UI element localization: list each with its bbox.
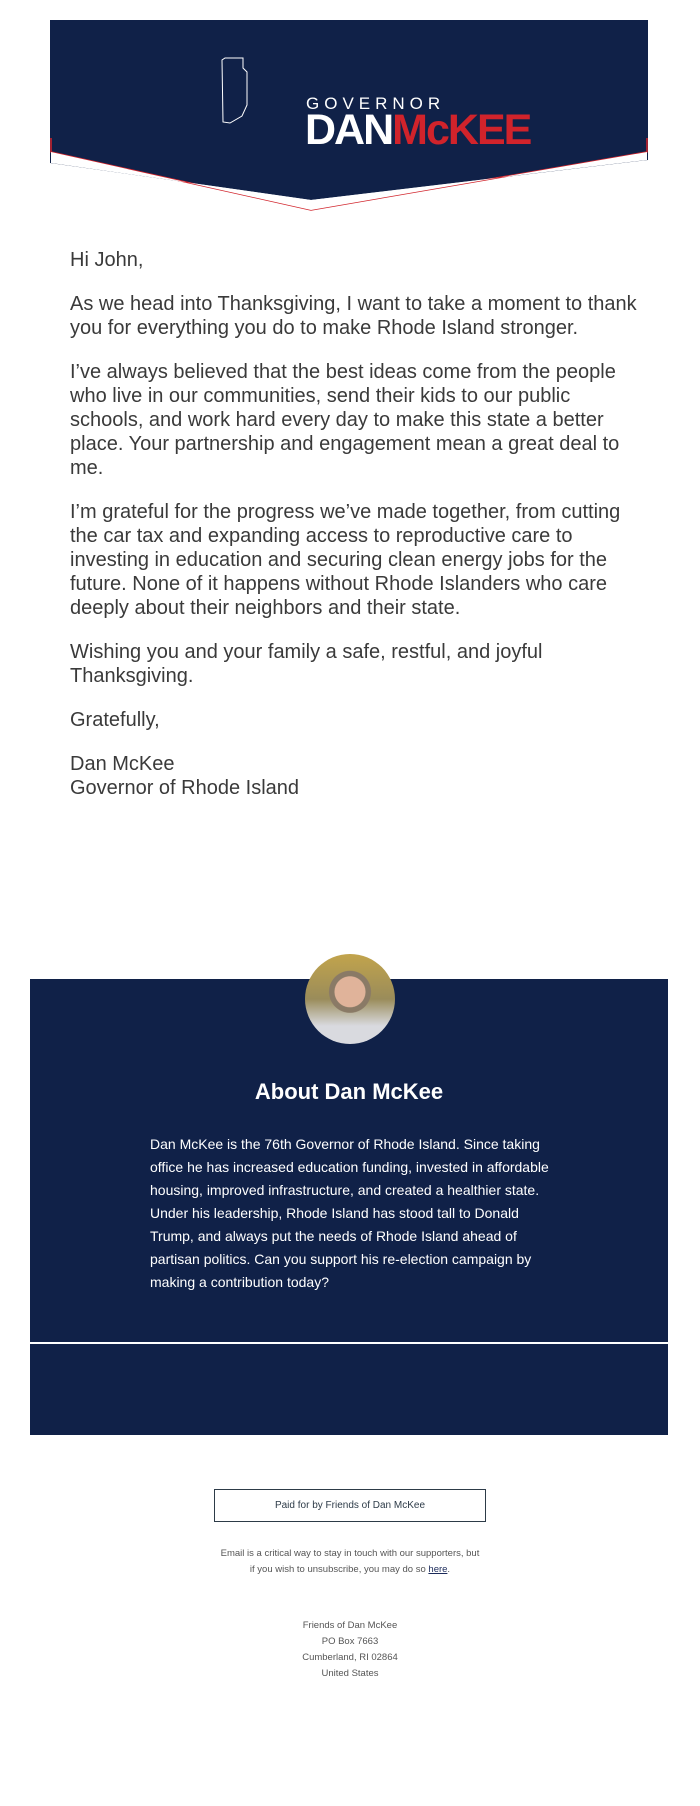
about-text: Dan McKee is the 76th Governor of Rhode Island. Since taking office he has increased education funding, invested in affordable housing, improved infrastructure, and created a healthier state. Under his leadership, Rhode Island has stood tall to Donald Trump, and always put the needs of Rhode Island ahead of partisan politics. Can you support his re-election campaign by making a contribution today?	[150, 1136, 549, 1290]
about-title: About Dan McKee	[254, 1079, 444, 1104]
about-section	[30, 979, 668, 1435]
paid-for-box: Paid for by Friends of Dan McKee	[214, 1489, 486, 1522]
closing: Gratefully,	[70, 709, 160, 731]
unsubscribe-text	[220, 1546, 480, 1578]
paragraph: As we head into Thanksgiving, I want to take a moment to thank you for everything you do to make Rhode Island stronger.	[70, 293, 637, 339]
signature-title: Governor of Rhode Island	[70, 777, 300, 799]
logo-last: McKEE	[392, 106, 531, 154]
address-line: Friends of Dan McKee	[302, 1620, 398, 1631]
address-line: United States	[321, 1668, 379, 1679]
avatar	[305, 954, 395, 1044]
address-line: PO Box 7663	[321, 1636, 379, 1647]
paragraph: I’m grateful for the progress we’ve made together, from cutting the car tax and expanding access to reproductive care to investing in education and securing clean energy jobs for the future. None of it happens without Rhode Islanders who care deeply about their neighbors and their state.	[70, 501, 621, 619]
letter-body	[70, 248, 640, 800]
address	[220, 1618, 480, 1682]
address-line: Cumberland, RI 02864	[302, 1652, 398, 1663]
logo-governor: GOVERNOR	[306, 94, 446, 113]
signature-name: Dan McKee	[70, 753, 175, 775]
paragraph: I’ve always believed that the best ideas come from the people who live in our communities, send their kids to our public schools, and work hard every day to make this state a better place. Your partnership and engagement mean a great deal to me.	[70, 361, 620, 479]
unsubscribe-period: .	[447, 1564, 451, 1575]
paragraph: Wishing you and your family a safe, restful, and joyful Thanksgiving.	[70, 641, 543, 687]
logo-name	[305, 108, 530, 152]
unsubscribe-message: Email is a critical way to stay in touch with our supporters, but if you wish to unsubscribe, you may do so	[220, 1548, 480, 1575]
unsubscribe-link[interactable]: here	[428, 1564, 448, 1575]
divider	[30, 1342, 668, 1344]
logo-first: DAN	[305, 106, 393, 154]
header-banner	[50, 20, 648, 220]
greeting: Hi John,	[70, 249, 144, 271]
